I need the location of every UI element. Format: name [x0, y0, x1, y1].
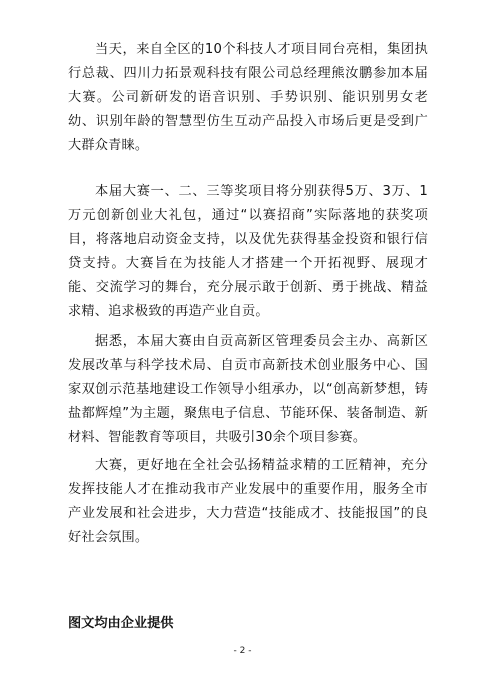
paragraph-3: 据悉，本届大赛由自贡高新区管理委员会主办、高新区发展改革与科学技术局、自贡市高新技术创业服务中心、国家双创示范基地建设工作领导小组承办，以“创高新梦想，铸盐都辉煌”为主题，聚焦电子信息、节能环保、装备制造、新材料、智能教育等项目，共吸引30余个项目参赛。: [68, 334, 428, 445]
paragraph-4: 大赛，更好地在全社会弘扬精益求精的工匠精神，充分发挥技能人才在推动我市产业发展中的重要作用，服务全市产业发展和社会进步，大力营造“技能成才、技能报国”的良好社会氛围。: [68, 458, 428, 545]
paragraph-1: 当天，来自全区的10个科技人才项目同台亮相，集团执行总裁、四川力拓景观科技有限公司总经理熊汝鹏参加本届大赛。公司新研发的语音识别、手势识别、能识别男女老幼、识别年龄的智慧型仿生互动产品投入市场后更是受到广大群众青睐。: [68, 42, 428, 153]
paragraph-2: 本届大赛一、二、三等奖项目将分别获得5万、3万、1万元创新创业大礼包，通过“以赛招商”实际落地的获奖项目，将落地启动资金支持，以及优先获得基金投资和银行信贷支持。大赛旨在为技能人才搭建一个开拓视野、展现才能、交流学习的舞台，充分展示敢于创新、勇于挑战、精益求精、追求极致的再造产业自贡。: [68, 184, 428, 319]
page-number: - 2 -: [233, 646, 252, 656]
image-source-note: 图文均由企业提供: [68, 616, 174, 631]
